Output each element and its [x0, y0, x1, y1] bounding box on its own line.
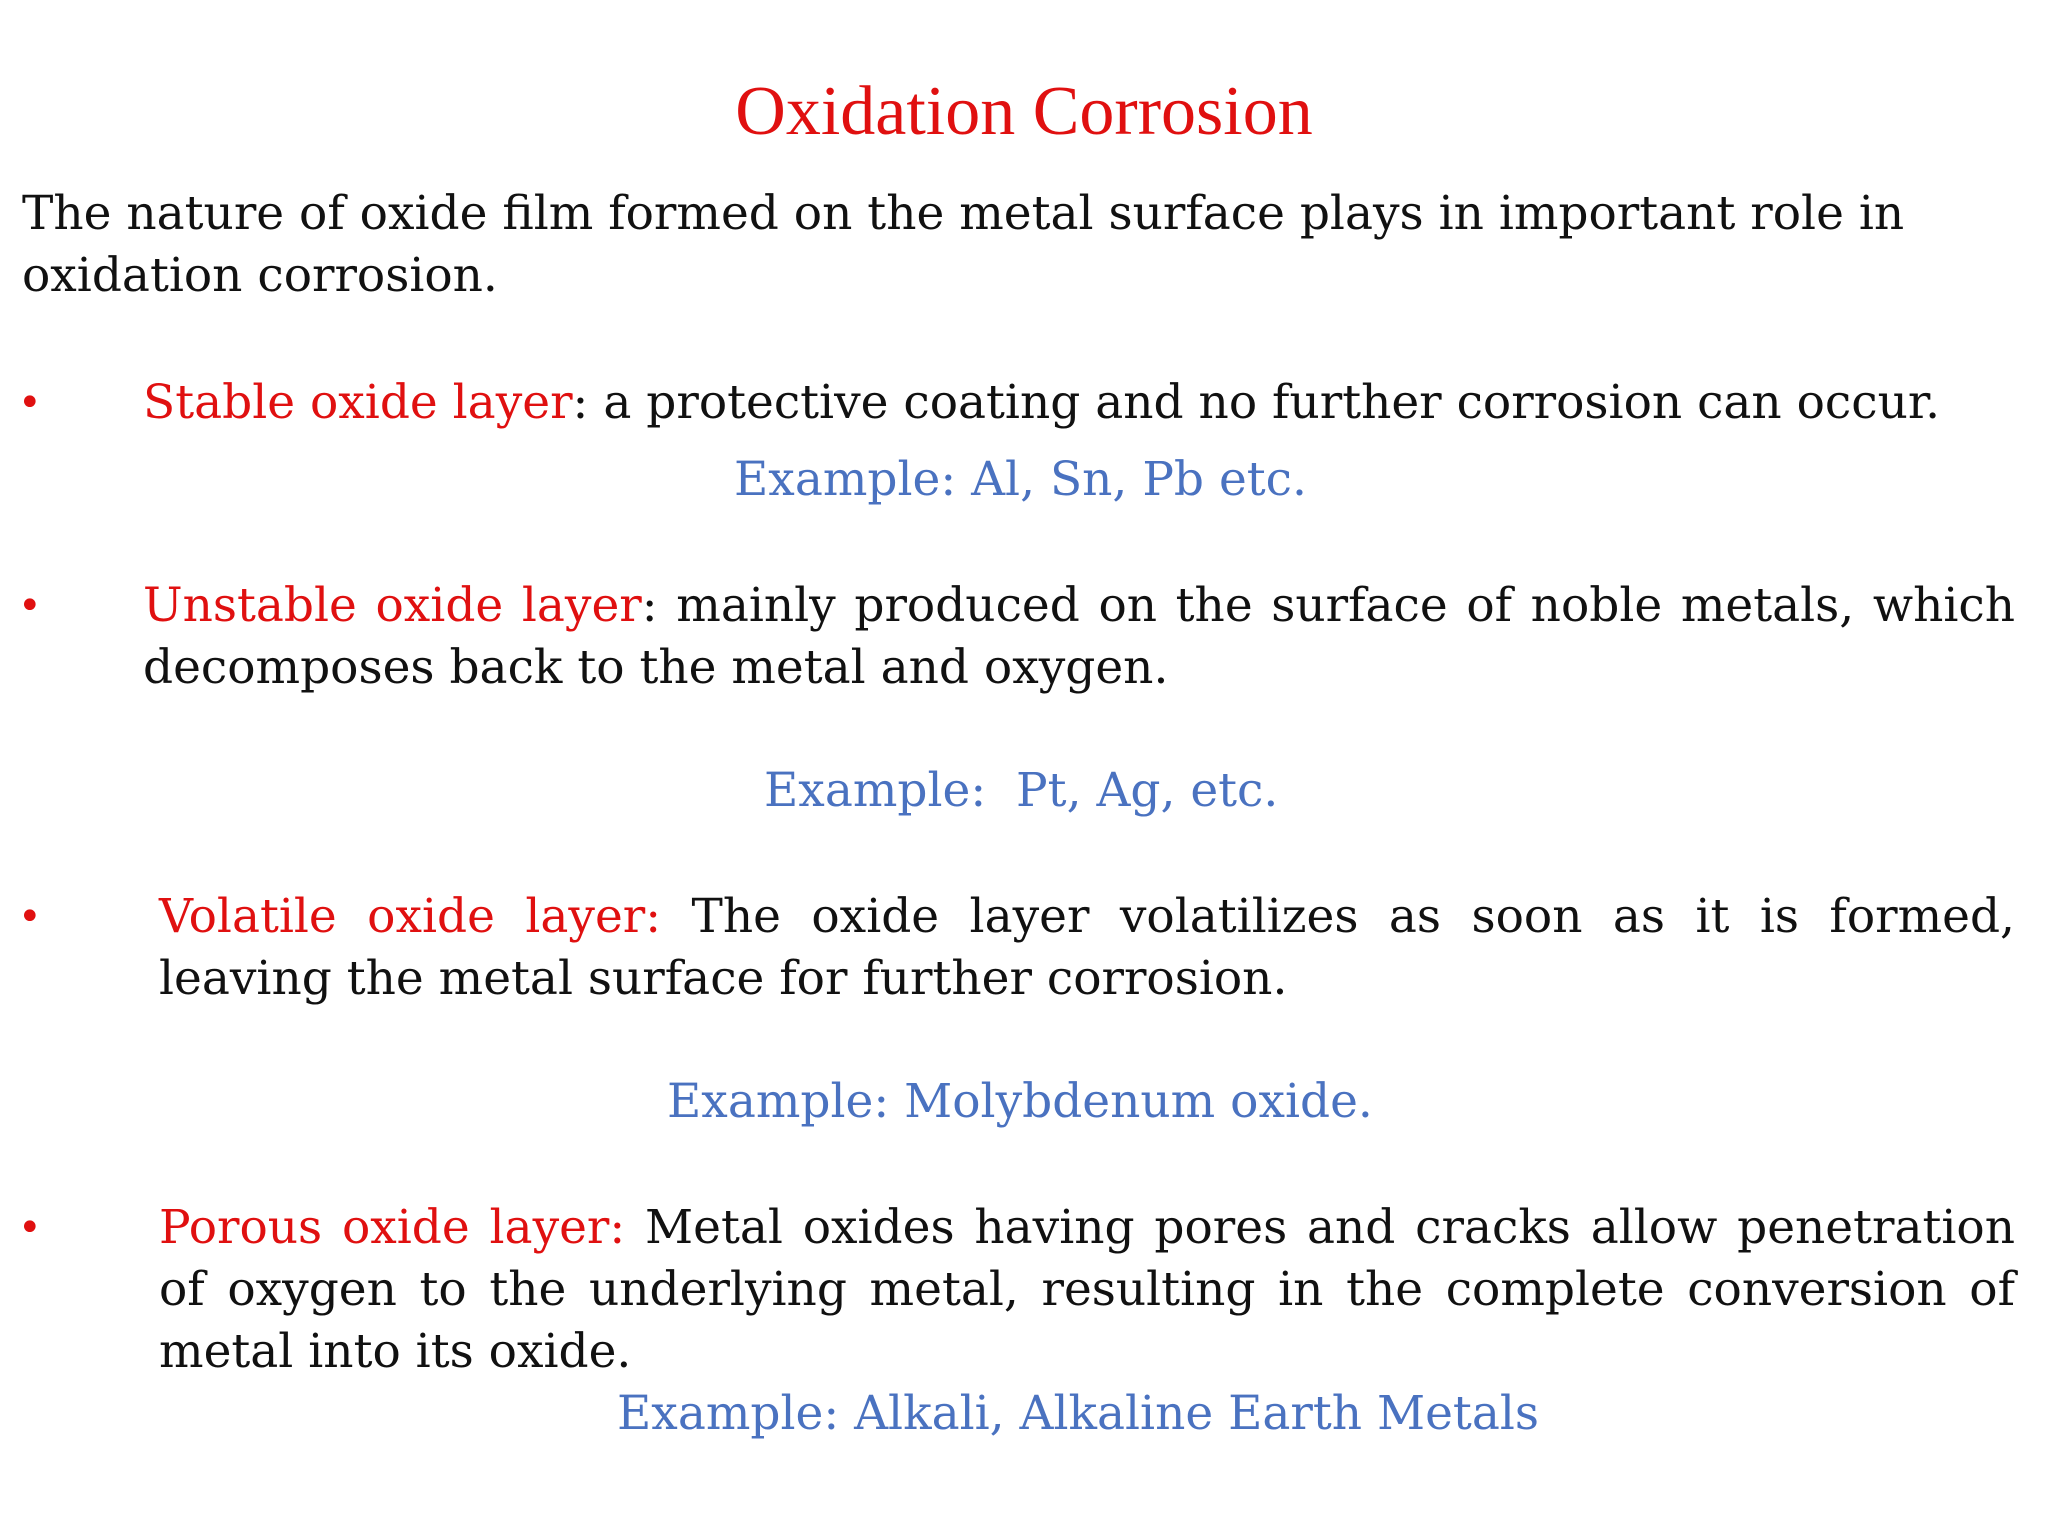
term-volatile-oxide-layer: Volatile oxide layer: — [159, 889, 662, 944]
bullet-marker: • — [18, 583, 42, 629]
term-porous-oxide-layer: Porous oxide layer: — [159, 1200, 626, 1255]
bullet-description: : a protective coating and no further corrosion can occur. — [572, 375, 1941, 430]
term-unstable-oxide-layer: Unstable oxide layer — [143, 578, 642, 633]
term-stable-oxide-layer: Stable oxide layer — [143, 375, 573, 430]
intro-paragraph: The nature of oxide film formed on the metal surface plays in important role in oxidation corrosion. — [22, 186, 1905, 303]
slide-title: Oxidation Corrosion — [735, 73, 1313, 150]
bullet-marker: • — [18, 380, 42, 426]
bullet-description: Metal oxides having pores and cracks allow penetration of oxygen to the underlying metal, resulting in the complete conversion of metal into its oxide. — [159, 1200, 2015, 1379]
example-porous-oxide: Example: Alkali, Alkaline Earth Metals — [617, 1386, 1539, 1441]
bullet-marker: • — [18, 894, 42, 940]
bullet-description: : mainly produced on the surface of noble metals, which decomposes back to the metal and oxygen. — [143, 578, 2015, 695]
bullet-text — [159, 886, 2015, 1010]
bullet-description: The oxide layer volatilizes as soon as it is formed, leaving the metal surface for further corrosion. — [159, 889, 2015, 1006]
bullet-text — [143, 372, 2023, 434]
example-unstable-oxide: Example: Pt, Ag, etc. — [764, 763, 1279, 818]
example-stable-oxide: Example: Al, Sn, Pb etc. — [734, 452, 1307, 507]
bullet-text — [143, 575, 2015, 699]
bullet-text — [159, 1197, 2015, 1383]
bullet-marker: • — [18, 1205, 42, 1251]
example-volatile-oxide: Example: Molybdenum oxide. — [667, 1074, 1373, 1129]
